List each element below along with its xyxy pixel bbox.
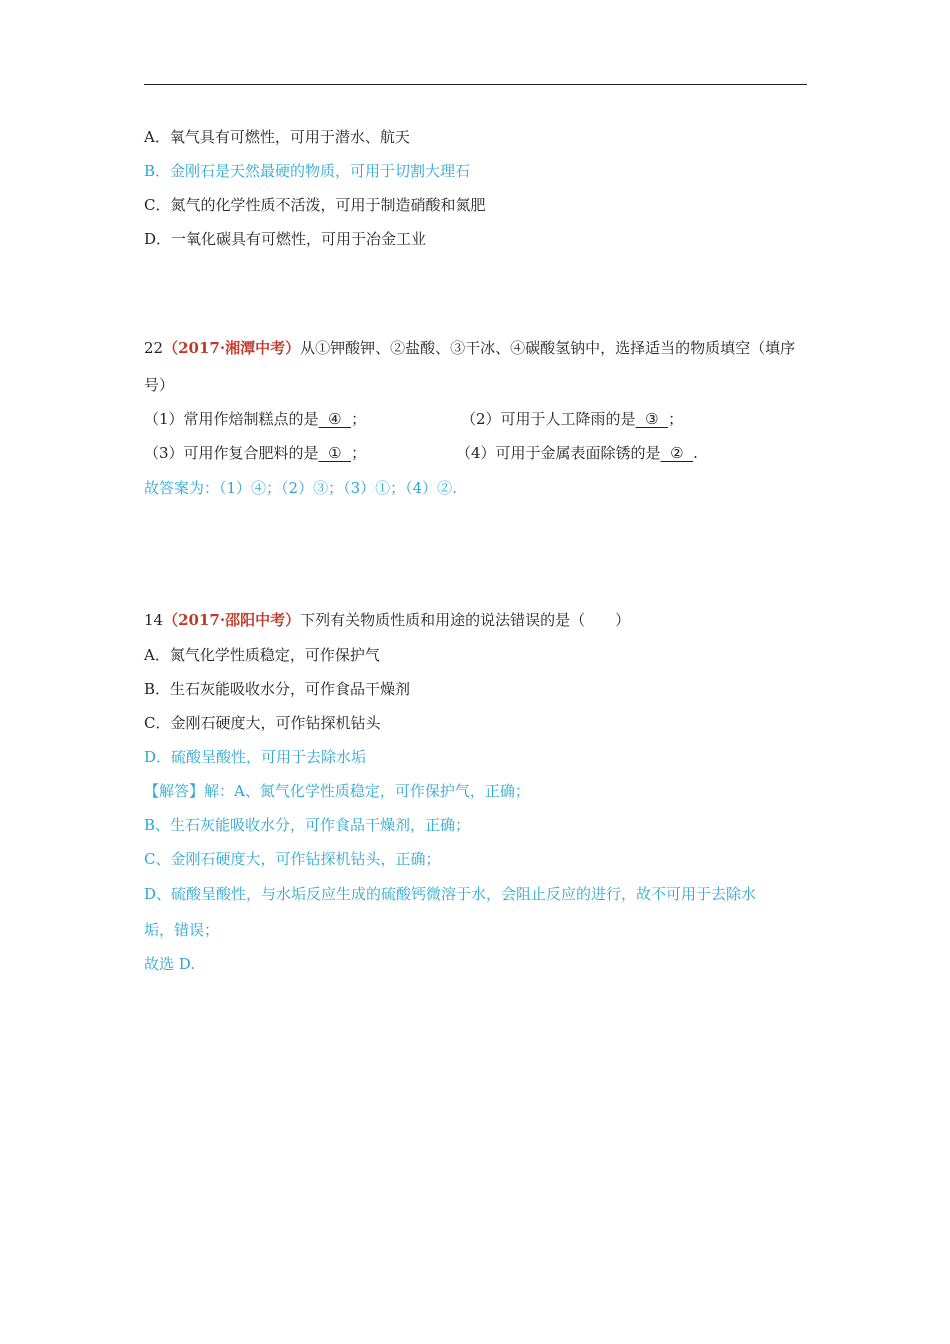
q14-number: 14 [144,611,164,629]
q22-part4 [456,443,698,463]
q14-solution-line2: B、生石灰能吸收水分，可作食品干燥剂，正确； [144,816,471,834]
q22-part2-text: （2）可用于人工降雨的是 [461,410,636,428]
q14-stem-text: 下列有关物质性质和用途的说法错误的是（ ） [300,611,631,629]
q22-part2-blank: ③ [635,410,669,428]
header-rule [144,84,807,85]
q22-stem-line2: 号） [144,376,175,394]
q22-part3-end: ； [351,444,367,462]
q14-option-d-answer: D．硫酸呈酸性，可用于去除水垢 [144,748,367,766]
q22-part3-text: （3）可用作复合肥料的是 [144,444,319,462]
q14-solution-line4: D、硫酸呈酸性，与水垢反应生成的硫酸钙微溶于水，会阻止反应的进行，故不可用于去除水 [144,885,757,903]
option-a: A．氧气具有可燃性，可用于潜水、航天 [144,128,410,146]
q22-number: 22 [144,339,164,357]
solution-tag: 【解答】 [144,782,205,800]
q22-part1-end: ； [351,410,367,428]
solution-text-1: 解：A、氮气化学性质稳定，可作保护气，正确； [204,782,530,800]
q22-source: （2017·湘潭中考） [163,339,301,357]
q14-option-a: A．氮气化学性质稳定，可作保护气 [144,646,380,664]
q14-solution-line5: 垢，错误； [144,921,220,939]
q22-part3-blank: ① [318,444,352,462]
q22-part3 [144,443,366,463]
q22-part4-blank: ② [660,444,694,462]
q22-part4-text: （4）可用于金属表面除锈的是 [456,444,661,462]
q22-part1-text: （1）常用作焙制糕点的是 [144,410,319,428]
option-d: D．一氧化碳具有可燃性，可用于冶金工业 [144,230,427,248]
option-c: C．氮气的化学性质不活泼，可用于制造硝酸和氮肥 [144,196,486,214]
q14-option-b: B．生石灰能吸收水分，可作食品干燥剂 [144,680,411,698]
q14-solution-line3: C、金刚石硬度大，可作钻探机钻头，正确； [144,850,441,868]
q14-conclusion: 故选 D. [144,955,196,973]
q22-part2-end: ； [668,410,684,428]
q14-option-c: C．金刚石硬度大，可作钻探机钻头 [144,714,381,732]
q14-source: （2017·邵阳中考） [163,611,301,629]
q22-part2 [461,409,683,429]
q22-part4-end: . [693,444,698,462]
q22-part1-blank: ④ [318,410,352,428]
option-b-answer: B．金刚石是天然最硬的物质，可用于切割大理石 [144,162,471,180]
q22-answer: 故答案为：（1）④；（2）③；（3）①；（4）②. [144,479,457,497]
q14-stem [144,610,630,630]
q22-stem-line1 [144,338,795,358]
q22-part1 [144,409,366,429]
q14-solution-line1 [144,781,530,801]
q22-stem: 从①钾酸钾、②盐酸、③干冰、④碳酸氢钠中，选择适当的物质填空（填序 [300,339,796,357]
